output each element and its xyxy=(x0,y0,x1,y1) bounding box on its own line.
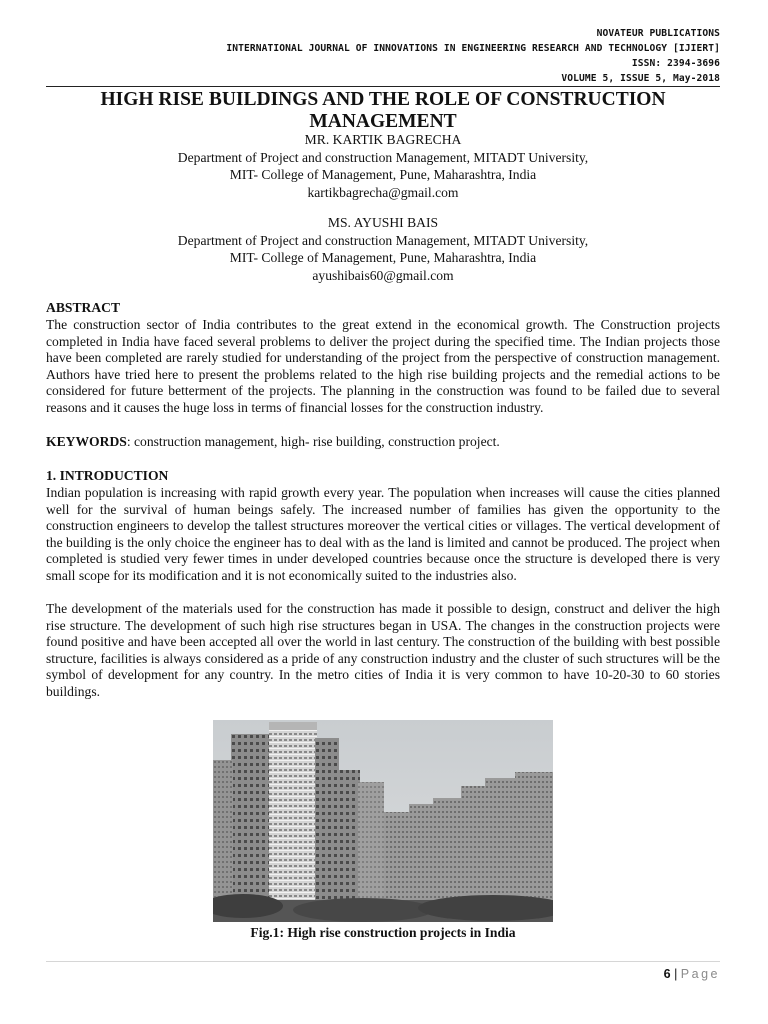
author-email: kartikbagrecha@gmail.com xyxy=(307,184,459,200)
journal-header xyxy=(46,26,720,86)
page-number xyxy=(664,966,720,982)
abstract-text: The construction sector of India contributes to the great extend in the economical growth. The Construction projects completed in India have faced several problems to deliver the project during the specified time. The Indian projects those have been completed are rarely studied for understanding of the project from the perspective of construction management. Authors have tried here to present the problems related to the high rise building projects and the remedial actions to be considered for future betterment of the projects. The planning in the construction was found to be failed due to several reasons and it causes the huge loss in terms of financial losses for the construction industry. xyxy=(46,317,720,415)
author-block xyxy=(46,214,720,284)
author-name: MR. KARTIK BAGRECHA xyxy=(304,132,462,147)
author-college: MIT- College of Management, Pune, Maharashtra, India xyxy=(229,250,537,265)
high-rise-buildings-image xyxy=(213,720,553,922)
page-number-value: 6 xyxy=(663,967,671,981)
keywords-line xyxy=(46,434,720,451)
abstract-heading: ABSTRACT xyxy=(46,300,121,315)
issn: ISSN: 2394-3696 xyxy=(631,58,720,69)
author-department: Department of Project and construction Management, MITADT University, xyxy=(177,232,589,248)
volume-issue: VOLUME 5, ISSUE 5, May-2018 xyxy=(561,73,720,84)
page-label: Page xyxy=(680,967,720,981)
introduction-paragraph: The development of the materials used for the construction has made it possible to design, construct and deliver the high rise structure. The development of such high rise structures began in USA. The changes in the construction projects were found positive and have been accepted all over the world in last century. The construction of the building with best possible structure, facilities is always considered as a pride of any construction industry and the cluster of such structures will be the symbol of development for any country. In the metro cities of India it is very common to have 10-20-30 to 60 stories buildings. xyxy=(46,601,720,699)
journal-name: INTERNATIONAL JOURNAL OF INNOVATIONS IN ENGINEERING RESEARCH AND TECHNOLOGY [IJIERT] xyxy=(226,43,720,54)
introduction-paragraph: Indian population is increasing with rapid growth every year. The population when increases will cause the cities planned well for the survival of human beings safely. The increased number of families has given the opportunity to the construction engineers to develop the tallest structures moreover the vertical cities or villages. The vertical development of the building is the only choice the engineer has to deal with as the land is limited and cannot be produced. The project when completed is studied very fewer times in under developed countries because once the structure is developed there is very small scope for its modification and it is not economically suited to the industries also. xyxy=(46,485,720,583)
author-email: ayushibais60@gmail.com xyxy=(312,267,454,283)
author-name: MS. AYUSHI BAIS xyxy=(327,215,439,230)
author-block xyxy=(46,131,720,201)
keywords-text: : construction management, high- rise building, construction project. xyxy=(126,434,500,449)
author-department: Department of Project and construction Management, MITADT University, xyxy=(177,149,589,165)
publisher-name: NOVATEUR PUBLICATIONS xyxy=(596,28,720,39)
paper-title xyxy=(46,89,720,133)
figure-photo xyxy=(213,720,553,922)
footer-divider xyxy=(46,961,720,962)
page-number-separator: | xyxy=(670,967,681,981)
title-line-1: HIGH RISE BUILDINGS AND THE ROLE OF CONSTRUCTION xyxy=(100,89,666,110)
figure-caption: Fig.1: High rise construction projects in India xyxy=(250,925,516,940)
introduction-heading: 1. INTRODUCTION xyxy=(46,468,169,483)
author-college: MIT- College of Management, Pune, Maharashtra, India xyxy=(229,167,537,182)
title-line-2: MANAGEMENT xyxy=(309,111,457,132)
keywords-label: KEYWORDS xyxy=(46,434,127,449)
header-divider xyxy=(46,86,720,87)
